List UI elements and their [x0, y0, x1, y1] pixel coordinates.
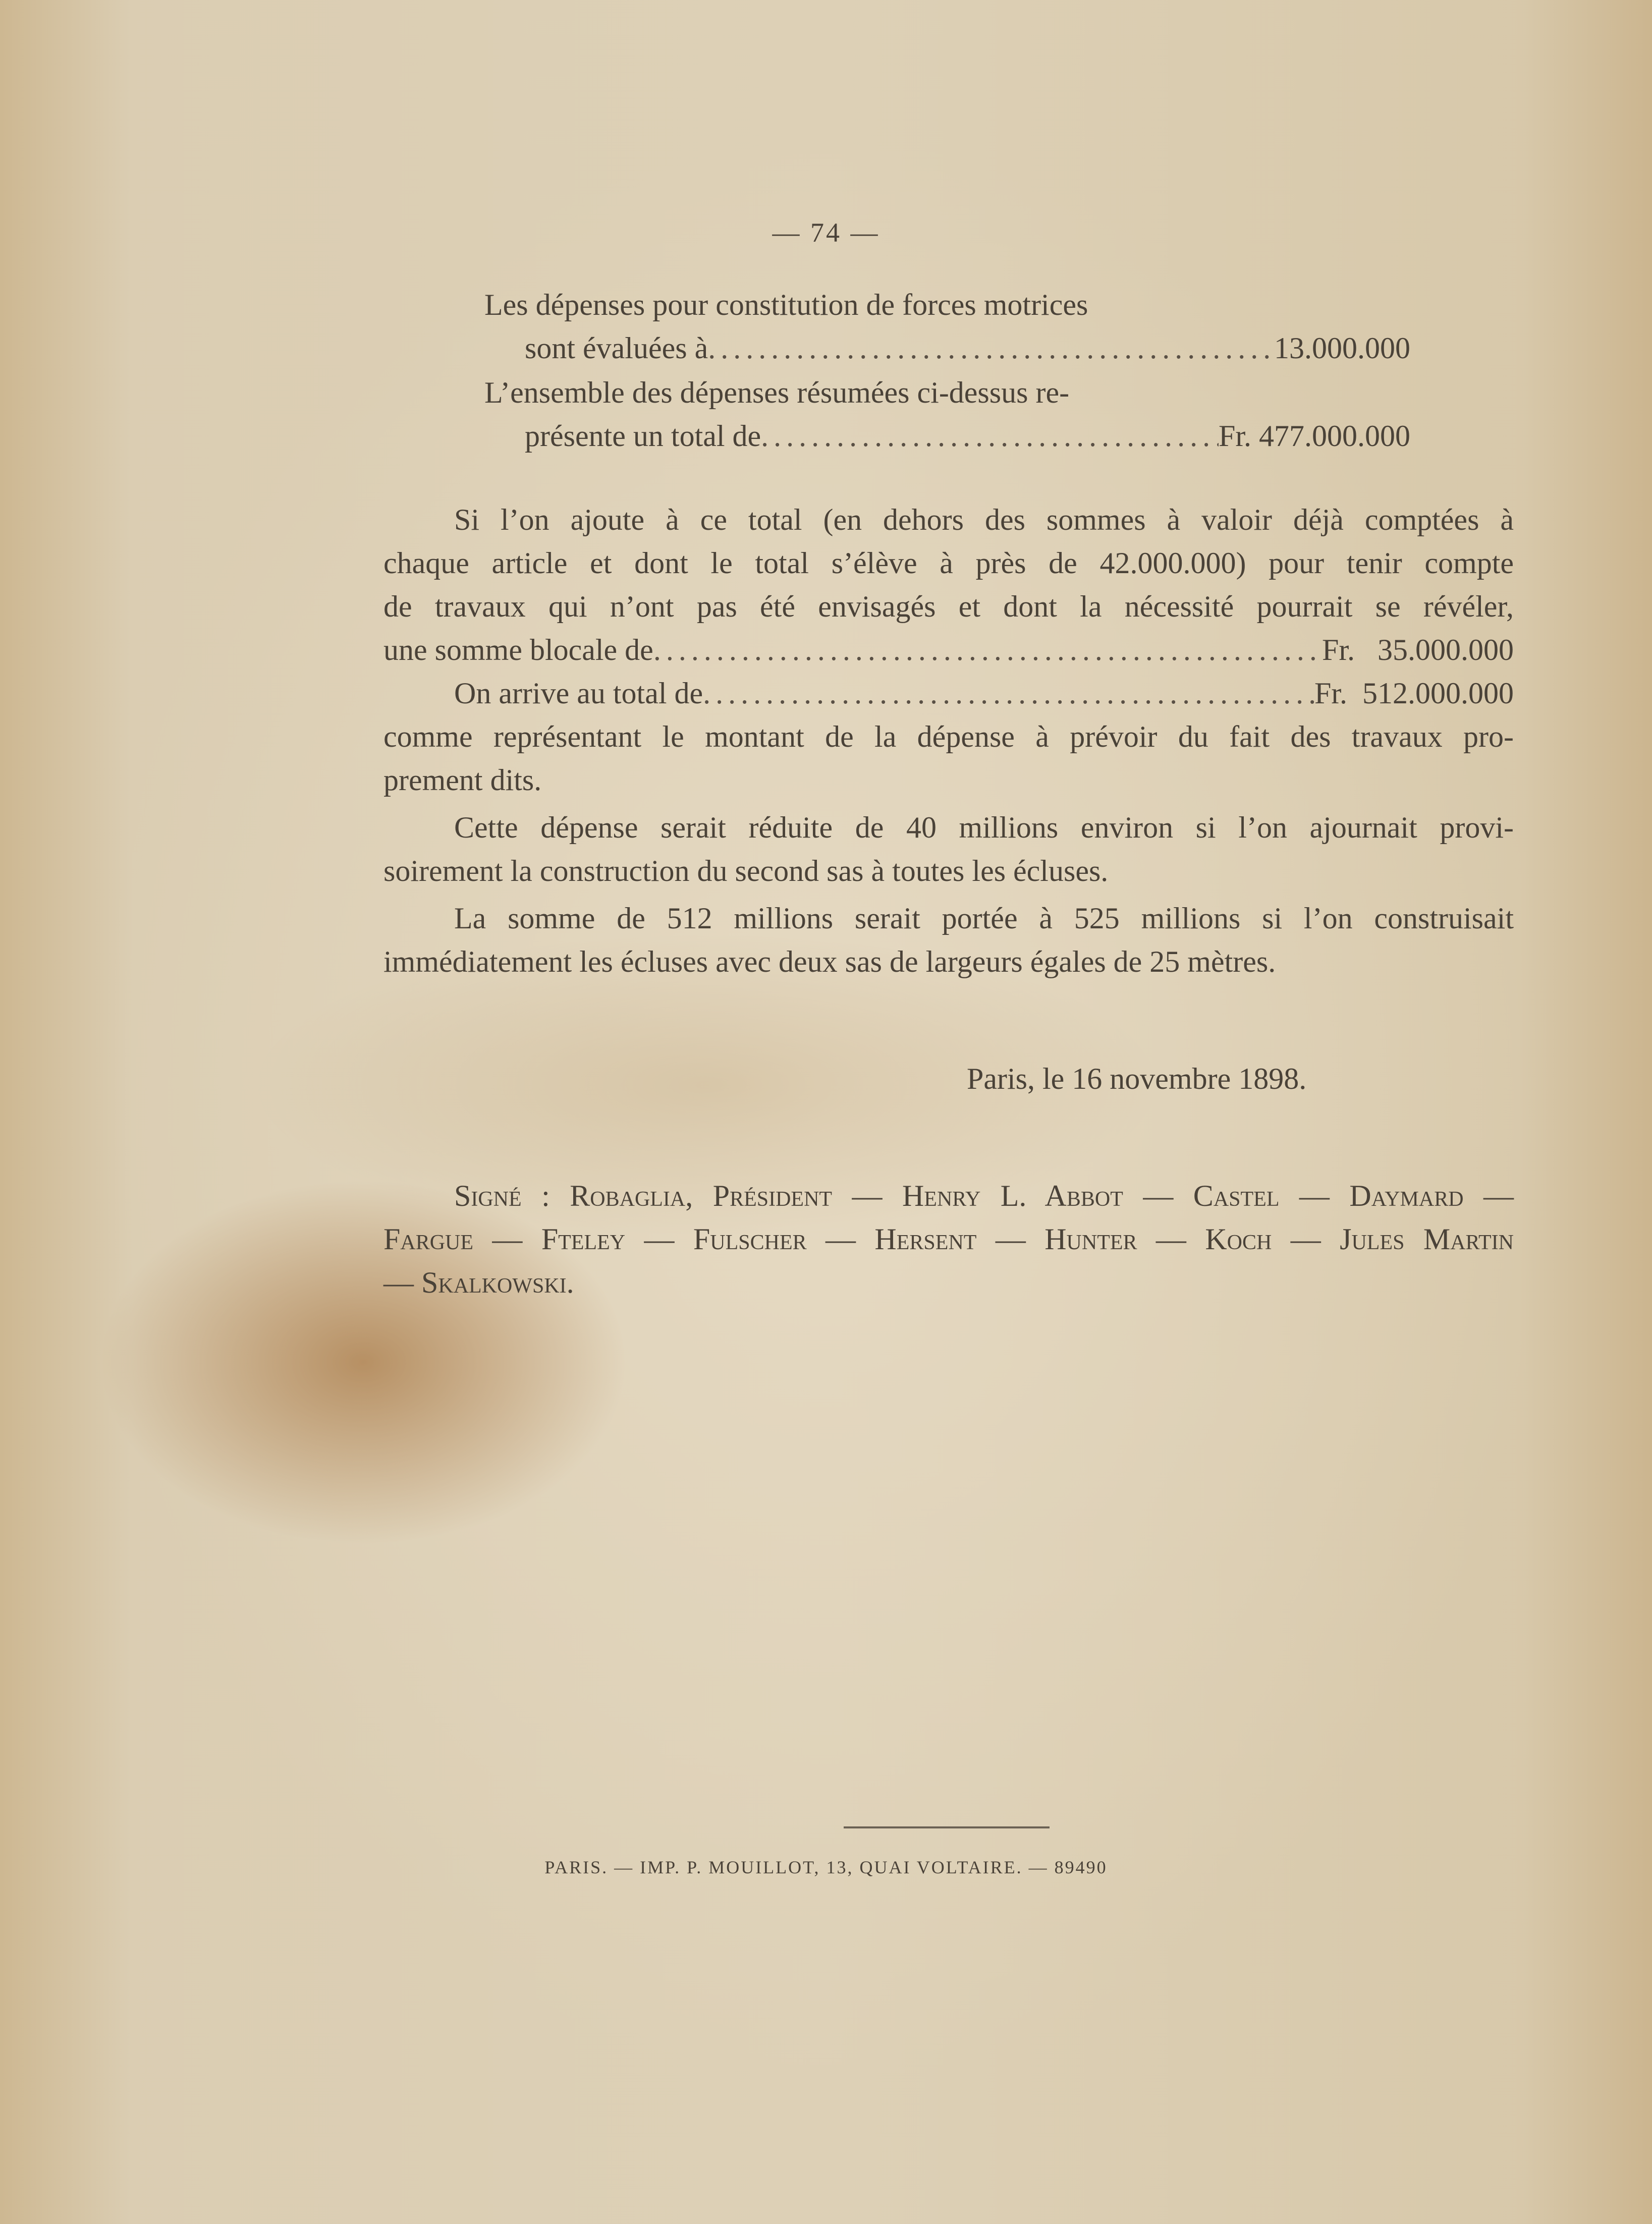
dot-leader: [708, 333, 1274, 363]
summary-line-2-value: 13.000.000: [1274, 331, 1410, 365]
summary-line-4: [525, 421, 1410, 451]
signatories-line-2: Fargue — Fteley — Fulscher — Hersent — Hunter — Koch — Jules Martin: [383, 1222, 1514, 1256]
paragraph-1-line-1: Si l’on ajoute à ce total (en dehors des sommes à valoir déjà comptées à: [454, 503, 1514, 536]
signatories-line-1: Signé : Robaglia, Président — Henry L. Abbot — Castel — Daymard —: [454, 1179, 1514, 1212]
page-number: — 74 —: [772, 217, 880, 248]
summary-line-2: [525, 333, 1410, 363]
footer-divider: [844, 1826, 1050, 1828]
summary-line-4-value: Fr. 477.000.000: [1218, 419, 1410, 453]
paragraph-1-line-4-value: Fr. 35.000.000: [1321, 633, 1514, 666]
paragraph-2-line-2: comme représentant le montant de la dépense à prévoir du fait des travaux pro-: [383, 720, 1514, 753]
paragraph-2-line-1: [454, 678, 1514, 708]
dot-leader: [653, 635, 1322, 665]
paragraph-2-line-1-value: Fr. 512.000.000: [1314, 677, 1514, 710]
paragraph-3-line-1: Cette dépense serait réduite de 40 millions environ si l’on ajournait provi-: [454, 811, 1514, 844]
printer-imprint: PARIS. — IMP. P. MOUILLOT, 13, QUAI VOLTAIRE. — 89490: [544, 1857, 1108, 1877]
summary-line-1: Les dépenses pour constitution de forces motrices: [484, 288, 1088, 321]
paragraph-4-line-1: La somme de 512 millions serait portée à 525 millions si l’on construisait: [454, 902, 1514, 935]
paragraph-1-line-4-label: une somme blocale de: [383, 633, 653, 666]
paragraph-1-line-2: chaque article et dont le total s’élève à près de 42.000.000) pour tenir compte: [383, 546, 1514, 580]
paragraph-1-line-4: [383, 635, 1514, 665]
dot-leader: [761, 421, 1219, 451]
summary-line-3: L’ensemble des dépenses résumées ci-dessus re-: [484, 376, 1070, 409]
signatories-line-3: — Skalkowski.: [383, 1266, 574, 1299]
date-line: Paris, le 16 novembre 1898.: [967, 1062, 1307, 1095]
summary-line-2-label: sont évaluées à: [525, 331, 708, 365]
dot-leader: [703, 678, 1314, 708]
paragraph-2-line-1-label: On arrive au total de: [454, 677, 703, 710]
paragraph-2-line-3: prement dits.: [383, 763, 542, 797]
summary-line-4-label: présente un total de: [525, 419, 761, 453]
paragraph-4-line-2: immédiatement les écluses avec deux sas de largeurs égales de 25 mètres.: [383, 945, 1276, 978]
paragraph-3-line-2: soirement la construction du second sas à toutes les écluses.: [383, 854, 1109, 887]
paragraph-1-line-3: de travaux qui n’ont pas été envisagés et dont la nécessité pourrait se révéler,: [383, 590, 1514, 623]
